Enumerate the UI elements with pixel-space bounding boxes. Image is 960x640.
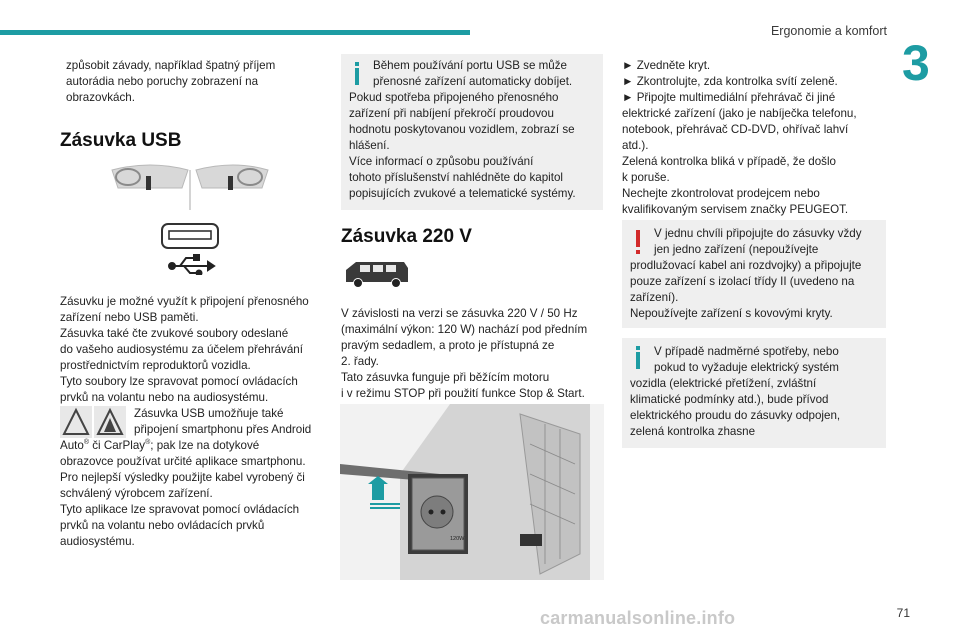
- van-icon: [342, 258, 412, 290]
- overload-info-first: V případě nadměrné spotřeby, nebo pokud to vyžaduje elektrický systém: [654, 345, 839, 374]
- warning-box: [622, 220, 886, 328]
- socket-power-label: 120W: [450, 536, 465, 542]
- socket-heading: Zásuvka 220 V: [341, 226, 472, 247]
- carplay-rest-text: obrazovce používat určité aplikace smartphonu. Pro nejlepší výsledky použijte kabel vyrobený či schválený výrobcem zařízení. Tyto aplikace lze spravovat pomocí ovládacích prvků na volantu nebo ovládacích prvků audiosystému.: [60, 455, 306, 548]
- carplay-line1: Zásuvka USB umožňuje také: [134, 407, 284, 420]
- warning-first: V jednu chvíli připojujte do zásuvky vždy jen jedno zařízení (nepoužívejte: [654, 227, 862, 256]
- carplay-line2: připojení smartphonu přes Android: [134, 423, 312, 436]
- warning-rest: prodlužovací kabel ani rozdvojky) a připojujte pouze zařízení s izolací třídy II (uvedeno na zařízení). Nepoužívejte zařízení s kovovými kryty.: [630, 259, 862, 320]
- usb-info-rest: Pokud spotřeba připojeného přenosného zařízení při nabíjení překročí proudovou hodnotu poskytovanou vozidlem, zobrazí se hlášení. Více informací o způsobu používání tohoto příslušenství nahlédněte do kapitol popisujících zvukové a telematické systémy.: [349, 91, 576, 200]
- usb-info-box: [341, 54, 603, 210]
- info-icon: [355, 68, 359, 85]
- info-icon: [636, 352, 640, 369]
- steps-list: [622, 58, 892, 106]
- usb-illustration: [110, 160, 270, 275]
- step-item: ► Zvedněte kryt.: [622, 59, 711, 72]
- steps-rest-text: elektrické zařízení (jako je nabíječka telefonu, notebook, přehrávač CD-DVD, ohřívač lahví atd.). Zelená kontrolka bliká v případě, že došlo k poruše. Nechejte zkontrolovat prodejcem nebo kvalifikovaným servisem značky PEUGEOT.: [622, 107, 857, 216]
- socket-text: V závislosti na verzi se zásuvka 220 V / 50 Hz (maximální výkon: 120 W) nachází pod předním pravým sedadlem, a proto je přístupná ze 2. řady. Tato zásuvka funguje při běžícím motoru i v režimu STOP při použití funkce Stop & Start.: [341, 307, 588, 400]
- page-number: 71: [896, 606, 910, 620]
- warning-icon: [636, 230, 640, 247]
- step-item: ► Připojte multimediální přehrávač či jiné: [622, 91, 836, 104]
- overload-info-rest: vozidla (elektrické přetížení, zvláštní klimatické podmínky atd.), bude přívod elektrického proudu do zásuvky odpojen, zelená kontrolka zhasne: [630, 377, 841, 438]
- usb-info-first: Během používání portu USB se může přenosné zařízení automaticky dobíjet.: [373, 59, 573, 88]
- dashboard-right-icon: [196, 165, 268, 190]
- step-item: ► Zkontrolujte, zda kontrolka svítí zeleně.: [622, 75, 838, 88]
- carplay-line3: Auto® či CarPlay®; pak lze na dotykové: [60, 439, 260, 452]
- android-auto-carplay-icons: [60, 406, 128, 438]
- dashboard-left-icon: [112, 165, 188, 190]
- section-title: Ergonomie a komfort: [770, 24, 887, 38]
- intro-text: způsobit závady, například špatný příjem autorádia nebo poruchy zobrazení na obrazovkách.: [66, 59, 276, 104]
- watermark: carmanualsonline.info: [540, 608, 736, 628]
- usb-heading: Zásuvka USB: [60, 130, 182, 151]
- socket-illustration: [340, 404, 604, 580]
- header-accent-bar: [0, 30, 470, 35]
- overload-info-box: [622, 338, 886, 448]
- chapter-number: 3: [902, 35, 930, 91]
- usb-symbol-icon: [169, 255, 214, 275]
- usb-text: Zásuvku je možné využít k připojení přenosného zařízení nebo USB paměti. Zásuvka také čte zvukové soubory odeslané do vašeho audiosystému za účelem přehrávání prostřednictvím reproduktorů vozidla. Tyto soubory lze spravovat pomocí ovládacích prvků na volantu nebo na audiosystému.: [60, 295, 309, 404]
